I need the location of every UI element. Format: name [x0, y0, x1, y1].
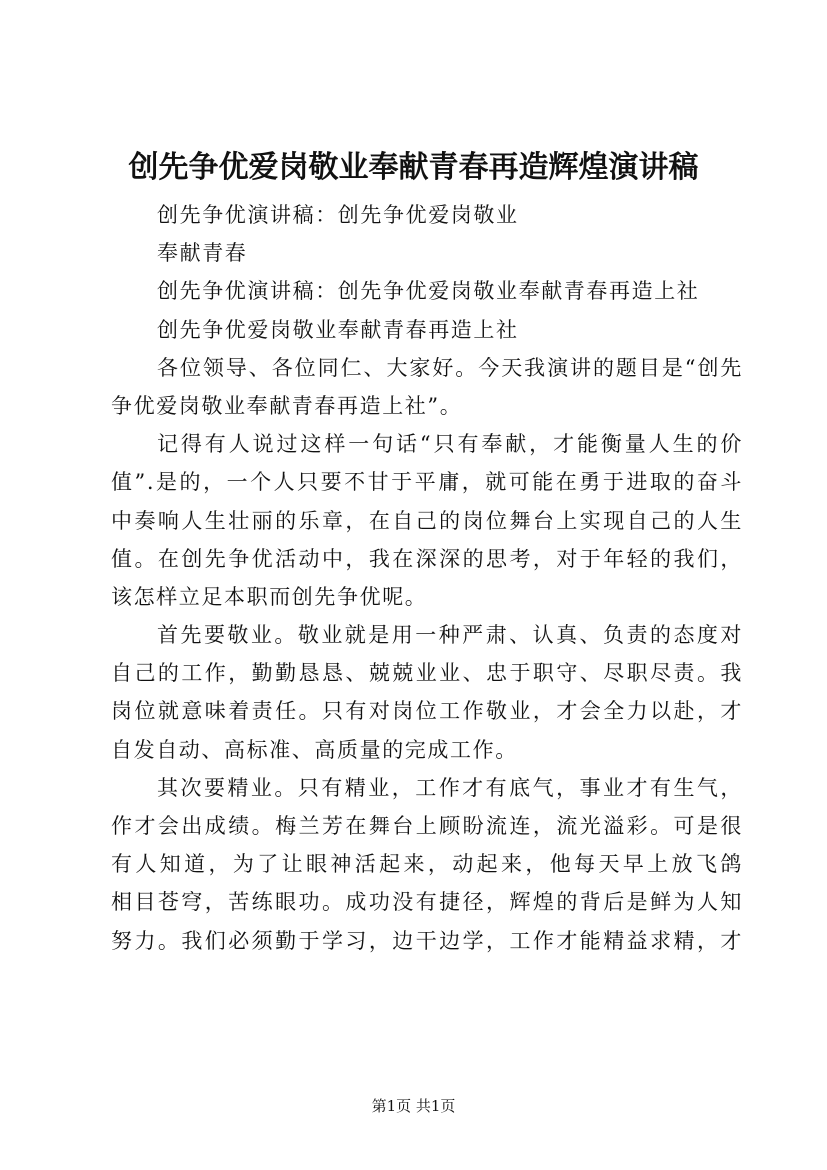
body-line: 创先争优演讲稿：创先争优爱岗敬业奉献青春再造上社 — [157, 279, 700, 304]
body-line: 相目苍穹，苦练眼功。成功没有捷径，辉煌的背后是鲜为人知 — [111, 890, 743, 915]
body-line: 有人知道，为了让眼神活起来，动起来，他每天早上放飞鸽 — [111, 852, 743, 877]
body-line: 自发自动、高标准、高质量的完成工作。 — [111, 737, 518, 762]
body-line: 其次要精业。只有精业，工作才有底气，事业才有生气， — [157, 775, 743, 800]
body-line: 中奏响人生壮丽的乐章，在自己的岗位舞台上实现自己的人生 — [111, 508, 743, 533]
body-line: 争优爱岗敬业奉献青春再造上社”。 — [111, 393, 463, 418]
body-line: 创先争优演讲稿：创先争优爱岗敬业 — [157, 203, 519, 227]
body-line: 努力。我们必须勤于学习，边干边学，工作才能精益求精，才 — [111, 928, 743, 953]
body-line: 值。在创先争优活动中，我在深深的思考，对于年轻的我们， — [111, 546, 743, 571]
page-footer: 第1页 共1页 — [371, 1097, 456, 1115]
body-line: 值”.是的，一个人只要不甘于平庸，就可能在勇于进取的奋斗 — [111, 470, 743, 495]
body-line: 自己的工作，勤勤恳恳、兢兢业业、忠于职守、尽职尽责。我 — [111, 661, 743, 686]
document-title: 创先争优爱岗敬业奉献青春再造辉煌演讲稿 — [128, 150, 699, 185]
body-line: 记得有人说过这样一句话“只有奉献，才能衡量人生的价 — [157, 432, 743, 457]
body-line: 创先争优爱岗敬业奉献青春再造上社 — [157, 317, 519, 342]
body-line: 首先要敬业。敬业就是用一种严肃、认真、负责的态度对 — [157, 623, 743, 648]
document-body — [111, 196, 743, 960]
body-line: 岗位就意味着责任。只有对岗位工作敬业，才会全力以赴，才 — [111, 699, 743, 724]
body-line: 该怎样立足本职而创先争优呢。 — [111, 584, 428, 609]
body-line: 作才会出成绩。梅兰芳在舞台上顾盼流连，流光溢彩。可是很 — [111, 814, 743, 838]
body-line: 奉献青春 — [157, 241, 248, 266]
body-line: 各位领导、各位同仁、大家好。今天我演讲的题目是“创先 — [157, 355, 743, 380]
